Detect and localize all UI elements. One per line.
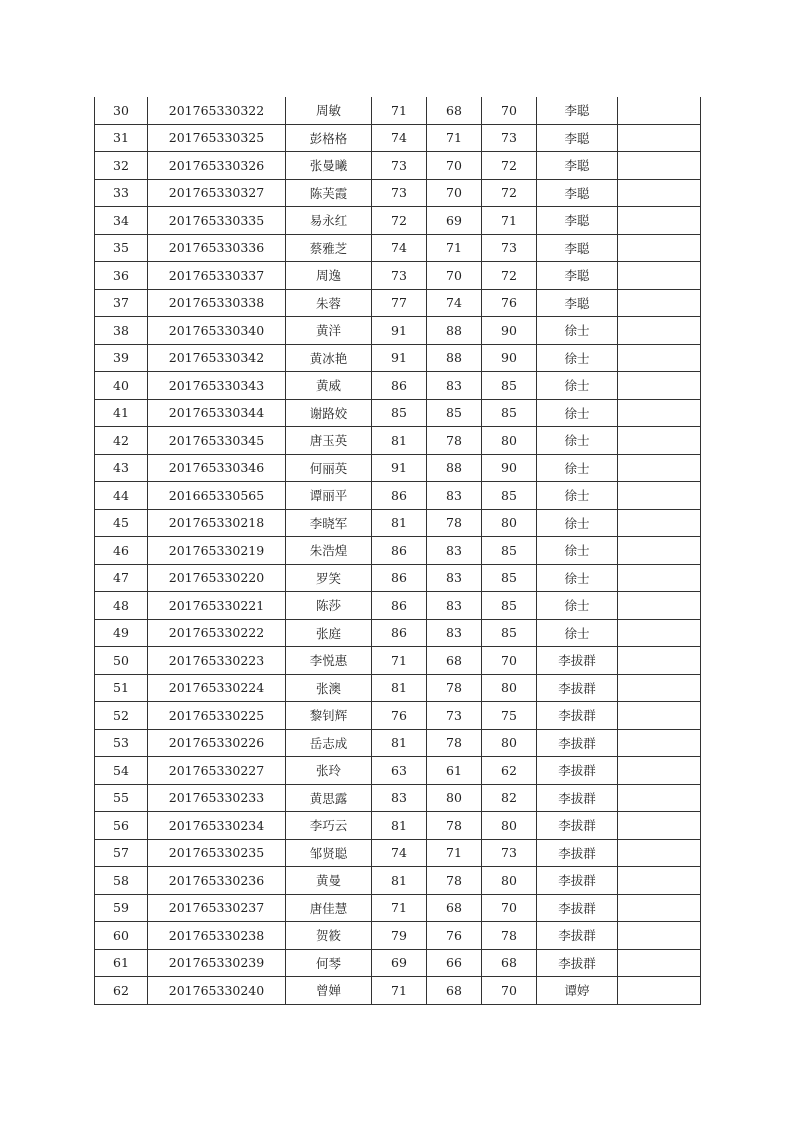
row-number-cell: 56	[95, 812, 148, 840]
score-2-cell: 83	[427, 619, 482, 647]
student-name-cell: 李巧云	[286, 812, 372, 840]
final-score-cell: 76	[482, 289, 537, 317]
tutor-name-cell: 谭婷	[537, 977, 618, 1005]
tutor-name-cell: 李聪	[537, 262, 618, 290]
remark-cell	[618, 949, 701, 977]
final-score-cell: 73	[482, 234, 537, 262]
table-row	[95, 344, 701, 372]
row-number-cell: 36	[95, 262, 148, 290]
student-id-cell: 201765330335	[148, 207, 286, 235]
student-name-cell: 何丽英	[286, 454, 372, 482]
final-score-cell: 85	[482, 592, 537, 620]
tutor-name-cell: 徐士	[537, 592, 618, 620]
score-1-cell: 77	[372, 289, 427, 317]
final-score-cell: 68	[482, 949, 537, 977]
remark-cell	[618, 812, 701, 840]
remark-cell	[618, 372, 701, 400]
score-2-cell: 70	[427, 152, 482, 180]
tutor-name-cell: 徐士	[537, 619, 618, 647]
row-number-cell: 59	[95, 894, 148, 922]
tutor-name-cell: 徐士	[537, 537, 618, 565]
tutor-name-cell: 徐士	[537, 344, 618, 372]
row-number-cell: 44	[95, 482, 148, 510]
table-row	[95, 647, 701, 675]
remark-cell	[618, 592, 701, 620]
score-1-cell: 74	[372, 234, 427, 262]
score-2-cell: 78	[427, 867, 482, 895]
final-score-cell: 75	[482, 702, 537, 730]
score-2-cell: 85	[427, 399, 482, 427]
student-id-cell: 201765330236	[148, 867, 286, 895]
table-row	[95, 152, 701, 180]
score-1-cell: 69	[372, 949, 427, 977]
final-score-cell: 72	[482, 262, 537, 290]
student-id-cell: 201765330342	[148, 344, 286, 372]
row-number-cell: 38	[95, 317, 148, 345]
table-row	[95, 922, 701, 950]
row-number-cell: 35	[95, 234, 148, 262]
student-name-cell: 易永红	[286, 207, 372, 235]
remark-cell	[618, 839, 701, 867]
tutor-name-cell: 李聪	[537, 152, 618, 180]
remark-cell	[618, 262, 701, 290]
table-row	[95, 729, 701, 757]
remark-cell	[618, 454, 701, 482]
score-2-cell: 70	[427, 179, 482, 207]
student-name-cell: 朱浩煌	[286, 537, 372, 565]
score-2-cell: 88	[427, 344, 482, 372]
row-number-cell: 45	[95, 509, 148, 537]
tutor-name-cell: 徐士	[537, 454, 618, 482]
score-1-cell: 74	[372, 839, 427, 867]
student-id-cell: 201765330222	[148, 619, 286, 647]
remark-cell	[618, 674, 701, 702]
score-2-cell: 68	[427, 647, 482, 675]
student-name-cell: 曾婵	[286, 977, 372, 1005]
tutor-name-cell: 李拔群	[537, 949, 618, 977]
score-2-cell: 80	[427, 784, 482, 812]
final-score-cell: 73	[482, 839, 537, 867]
table-row	[95, 949, 701, 977]
student-id-cell: 201765330338	[148, 289, 286, 317]
row-number-cell: 30	[95, 97, 148, 124]
score-2-cell: 88	[427, 454, 482, 482]
tutor-name-cell: 徐士	[537, 399, 618, 427]
tutor-name-cell: 徐士	[537, 564, 618, 592]
student-name-cell: 黎钊辉	[286, 702, 372, 730]
student-name-cell: 蔡雅芝	[286, 234, 372, 262]
table-row	[95, 454, 701, 482]
student-name-cell: 李悦惠	[286, 647, 372, 675]
remark-cell	[618, 482, 701, 510]
score-1-cell: 79	[372, 922, 427, 950]
student-id-cell: 201765330234	[148, 812, 286, 840]
row-number-cell: 61	[95, 949, 148, 977]
row-number-cell: 47	[95, 564, 148, 592]
student-name-cell: 何琴	[286, 949, 372, 977]
student-name-cell: 岳志成	[286, 729, 372, 757]
row-number-cell: 50	[95, 647, 148, 675]
student-name-cell: 朱蓉	[286, 289, 372, 317]
remark-cell	[618, 427, 701, 455]
row-number-cell: 54	[95, 757, 148, 785]
remark-cell	[618, 179, 701, 207]
final-score-cell: 85	[482, 619, 537, 647]
score-1-cell: 76	[372, 702, 427, 730]
final-score-cell: 70	[482, 97, 537, 124]
table-row	[95, 757, 701, 785]
tutor-name-cell: 李聪	[537, 97, 618, 124]
final-score-cell: 80	[482, 729, 537, 757]
remark-cell	[618, 537, 701, 565]
remark-cell	[618, 867, 701, 895]
remark-cell	[618, 289, 701, 317]
row-number-cell: 55	[95, 784, 148, 812]
row-number-cell: 53	[95, 729, 148, 757]
table-row	[95, 262, 701, 290]
remark-cell	[618, 647, 701, 675]
final-score-cell: 72	[482, 152, 537, 180]
score-1-cell: 81	[372, 729, 427, 757]
score-2-cell: 71	[427, 839, 482, 867]
remark-cell	[618, 97, 701, 124]
tutor-name-cell: 李拔群	[537, 729, 618, 757]
score-2-cell: 61	[427, 757, 482, 785]
student-name-cell: 贺筱	[286, 922, 372, 950]
final-score-cell: 70	[482, 647, 537, 675]
tutor-name-cell: 李聪	[537, 234, 618, 262]
student-id-cell: 201765330327	[148, 179, 286, 207]
student-id-cell: 201765330238	[148, 922, 286, 950]
remark-cell	[618, 234, 701, 262]
student-id-cell: 201765330224	[148, 674, 286, 702]
score-2-cell: 88	[427, 317, 482, 345]
score-2-cell: 68	[427, 894, 482, 922]
table-row	[95, 894, 701, 922]
score-2-cell: 74	[427, 289, 482, 317]
row-number-cell: 40	[95, 372, 148, 400]
table-row	[95, 482, 701, 510]
table-row	[95, 97, 701, 124]
row-number-cell: 32	[95, 152, 148, 180]
remark-cell	[618, 729, 701, 757]
score-1-cell: 86	[372, 564, 427, 592]
score-2-cell: 78	[427, 427, 482, 455]
student-name-cell: 唐佳慧	[286, 894, 372, 922]
student-id-cell: 201765330233	[148, 784, 286, 812]
score-2-cell: 71	[427, 234, 482, 262]
student-name-cell: 黄冰艳	[286, 344, 372, 372]
student-id-cell: 201765330345	[148, 427, 286, 455]
score-2-cell: 76	[427, 922, 482, 950]
row-number-cell: 31	[95, 124, 148, 152]
final-score-cell: 80	[482, 509, 537, 537]
final-score-cell: 80	[482, 812, 537, 840]
score-1-cell: 86	[372, 619, 427, 647]
table-row	[95, 812, 701, 840]
remark-cell	[618, 894, 701, 922]
remark-cell	[618, 922, 701, 950]
score-1-cell: 71	[372, 647, 427, 675]
score-1-cell: 86	[372, 482, 427, 510]
final-score-cell: 70	[482, 977, 537, 1005]
tutor-name-cell: 李拔群	[537, 922, 618, 950]
student-name-cell: 罗笑	[286, 564, 372, 592]
student-id-cell: 201765330346	[148, 454, 286, 482]
row-number-cell: 37	[95, 289, 148, 317]
final-score-cell: 80	[482, 867, 537, 895]
tutor-name-cell: 李聪	[537, 207, 618, 235]
remark-cell	[618, 757, 701, 785]
tutor-name-cell: 李聪	[537, 179, 618, 207]
remark-cell	[618, 399, 701, 427]
table-row	[95, 427, 701, 455]
student-id-cell: 201765330239	[148, 949, 286, 977]
score-1-cell: 86	[372, 537, 427, 565]
student-id-cell: 201765330223	[148, 647, 286, 675]
table-row	[95, 372, 701, 400]
student-id-cell: 201665330565	[148, 482, 286, 510]
table-row	[95, 124, 701, 152]
student-id-cell: 201765330221	[148, 592, 286, 620]
score-1-cell: 81	[372, 867, 427, 895]
table-row	[95, 592, 701, 620]
row-number-cell: 39	[95, 344, 148, 372]
student-id-cell: 201765330237	[148, 894, 286, 922]
student-name-cell: 周逸	[286, 262, 372, 290]
score-2-cell: 83	[427, 592, 482, 620]
student-name-cell: 唐玉英	[286, 427, 372, 455]
tutor-name-cell: 李拔群	[537, 839, 618, 867]
final-score-cell: 78	[482, 922, 537, 950]
remark-cell	[618, 317, 701, 345]
tutor-name-cell: 李拔群	[537, 867, 618, 895]
score-1-cell: 71	[372, 894, 427, 922]
score-2-cell: 78	[427, 729, 482, 757]
row-number-cell: 62	[95, 977, 148, 1005]
row-number-cell: 41	[95, 399, 148, 427]
row-number-cell: 43	[95, 454, 148, 482]
student-name-cell: 陈莎	[286, 592, 372, 620]
score-1-cell: 91	[372, 454, 427, 482]
student-id-cell: 201765330240	[148, 977, 286, 1005]
student-id-cell: 201765330340	[148, 317, 286, 345]
score-2-cell: 68	[427, 97, 482, 124]
score-2-cell: 83	[427, 537, 482, 565]
score-1-cell: 85	[372, 399, 427, 427]
student-id-cell: 201765330226	[148, 729, 286, 757]
table-row	[95, 784, 701, 812]
final-score-cell: 70	[482, 894, 537, 922]
score-2-cell: 70	[427, 262, 482, 290]
final-score-cell: 72	[482, 179, 537, 207]
final-score-cell: 80	[482, 674, 537, 702]
remark-cell	[618, 619, 701, 647]
table-row	[95, 839, 701, 867]
student-name-cell: 张庭	[286, 619, 372, 647]
table-row	[95, 234, 701, 262]
tutor-name-cell: 李拔群	[537, 702, 618, 730]
final-score-cell: 80	[482, 427, 537, 455]
student-id-cell: 201765330220	[148, 564, 286, 592]
student-name-cell: 黄威	[286, 372, 372, 400]
row-number-cell: 51	[95, 674, 148, 702]
score-2-cell: 78	[427, 674, 482, 702]
row-number-cell: 46	[95, 537, 148, 565]
score-1-cell: 81	[372, 509, 427, 537]
score-1-cell: 74	[372, 124, 427, 152]
score-1-cell: 91	[372, 317, 427, 345]
student-id-cell: 201765330326	[148, 152, 286, 180]
student-id-cell: 201765330235	[148, 839, 286, 867]
student-id-cell: 201765330344	[148, 399, 286, 427]
student-name-cell: 陈芙霞	[286, 179, 372, 207]
student-name-cell: 李晓军	[286, 509, 372, 537]
final-score-cell: 82	[482, 784, 537, 812]
table-row	[95, 289, 701, 317]
student-name-cell: 张澳	[286, 674, 372, 702]
score-1-cell: 73	[372, 152, 427, 180]
score-1-cell: 72	[372, 207, 427, 235]
final-score-cell: 62	[482, 757, 537, 785]
score-1-cell: 71	[372, 977, 427, 1005]
row-number-cell: 33	[95, 179, 148, 207]
student-id-cell: 201765330336	[148, 234, 286, 262]
tutor-name-cell: 徐士	[537, 317, 618, 345]
student-id-cell: 201765330225	[148, 702, 286, 730]
score-1-cell: 73	[372, 179, 427, 207]
score-1-cell: 81	[372, 674, 427, 702]
tutor-name-cell: 李聪	[537, 124, 618, 152]
final-score-cell: 85	[482, 564, 537, 592]
remark-cell	[618, 564, 701, 592]
score-1-cell: 86	[372, 372, 427, 400]
score-2-cell: 68	[427, 977, 482, 1005]
student-id-cell: 201765330325	[148, 124, 286, 152]
tutor-name-cell: 李拔群	[537, 894, 618, 922]
student-name-cell: 邹贤聪	[286, 839, 372, 867]
score-2-cell: 83	[427, 372, 482, 400]
score-2-cell: 83	[427, 482, 482, 510]
tutor-name-cell: 徐士	[537, 482, 618, 510]
table-row	[95, 317, 701, 345]
student-name-cell: 张曼曦	[286, 152, 372, 180]
score-2-cell: 66	[427, 949, 482, 977]
student-id-cell: 201765330218	[148, 509, 286, 537]
score-1-cell: 63	[372, 757, 427, 785]
table-row	[95, 702, 701, 730]
student-id-cell: 201765330219	[148, 537, 286, 565]
tutor-name-cell: 李拔群	[537, 757, 618, 785]
student-name-cell: 张玲	[286, 757, 372, 785]
student-name-cell: 黄思露	[286, 784, 372, 812]
tutor-name-cell: 李拔群	[537, 647, 618, 675]
score-1-cell: 86	[372, 592, 427, 620]
tutor-name-cell: 徐士	[537, 509, 618, 537]
final-score-cell: 85	[482, 372, 537, 400]
score-1-cell: 81	[372, 427, 427, 455]
student-name-cell: 周敏	[286, 97, 372, 124]
score-table-body	[95, 97, 701, 1004]
row-number-cell: 60	[95, 922, 148, 950]
table-row	[95, 564, 701, 592]
remark-cell	[618, 509, 701, 537]
table-row	[95, 977, 701, 1005]
score-1-cell: 73	[372, 262, 427, 290]
table-row	[95, 179, 701, 207]
remark-cell	[618, 702, 701, 730]
row-number-cell: 42	[95, 427, 148, 455]
tutor-name-cell: 李拔群	[537, 812, 618, 840]
table-row	[95, 207, 701, 235]
student-name-cell: 谢路姣	[286, 399, 372, 427]
score-1-cell: 91	[372, 344, 427, 372]
row-number-cell: 52	[95, 702, 148, 730]
table-row	[95, 399, 701, 427]
final-score-cell: 85	[482, 482, 537, 510]
row-number-cell: 49	[95, 619, 148, 647]
final-score-cell: 90	[482, 454, 537, 482]
score-2-cell: 78	[427, 509, 482, 537]
row-number-cell: 48	[95, 592, 148, 620]
table-row	[95, 867, 701, 895]
tutor-name-cell: 李拔群	[537, 674, 618, 702]
final-score-cell: 71	[482, 207, 537, 235]
score-2-cell: 78	[427, 812, 482, 840]
student-name-cell: 黄洋	[286, 317, 372, 345]
remark-cell	[618, 784, 701, 812]
score-2-cell: 71	[427, 124, 482, 152]
student-name-cell: 黄曼	[286, 867, 372, 895]
score-1-cell: 81	[372, 812, 427, 840]
final-score-cell: 90	[482, 344, 537, 372]
student-name-cell: 彭格格	[286, 124, 372, 152]
remark-cell	[618, 977, 701, 1005]
final-score-cell: 85	[482, 399, 537, 427]
student-id-cell: 201765330343	[148, 372, 286, 400]
table-row	[95, 619, 701, 647]
score-2-cell: 83	[427, 564, 482, 592]
remark-cell	[618, 152, 701, 180]
tutor-name-cell: 徐士	[537, 427, 618, 455]
score-2-cell: 73	[427, 702, 482, 730]
score-1-cell: 71	[372, 97, 427, 124]
row-number-cell: 58	[95, 867, 148, 895]
row-number-cell: 57	[95, 839, 148, 867]
remark-cell	[618, 124, 701, 152]
score-2-cell: 69	[427, 207, 482, 235]
student-id-cell: 201765330337	[148, 262, 286, 290]
table-row	[95, 537, 701, 565]
score-table	[94, 97, 701, 1005]
tutor-name-cell: 李聪	[537, 289, 618, 317]
student-name-cell: 谭丽平	[286, 482, 372, 510]
score-1-cell: 83	[372, 784, 427, 812]
tutor-name-cell: 徐士	[537, 372, 618, 400]
table-row	[95, 674, 701, 702]
student-id-cell: 201765330227	[148, 757, 286, 785]
table-row	[95, 509, 701, 537]
remark-cell	[618, 207, 701, 235]
final-score-cell: 90	[482, 317, 537, 345]
student-id-cell: 201765330322	[148, 97, 286, 124]
remark-cell	[618, 344, 701, 372]
tutor-name-cell: 李拔群	[537, 784, 618, 812]
final-score-cell: 85	[482, 537, 537, 565]
final-score-cell: 73	[482, 124, 537, 152]
row-number-cell: 34	[95, 207, 148, 235]
